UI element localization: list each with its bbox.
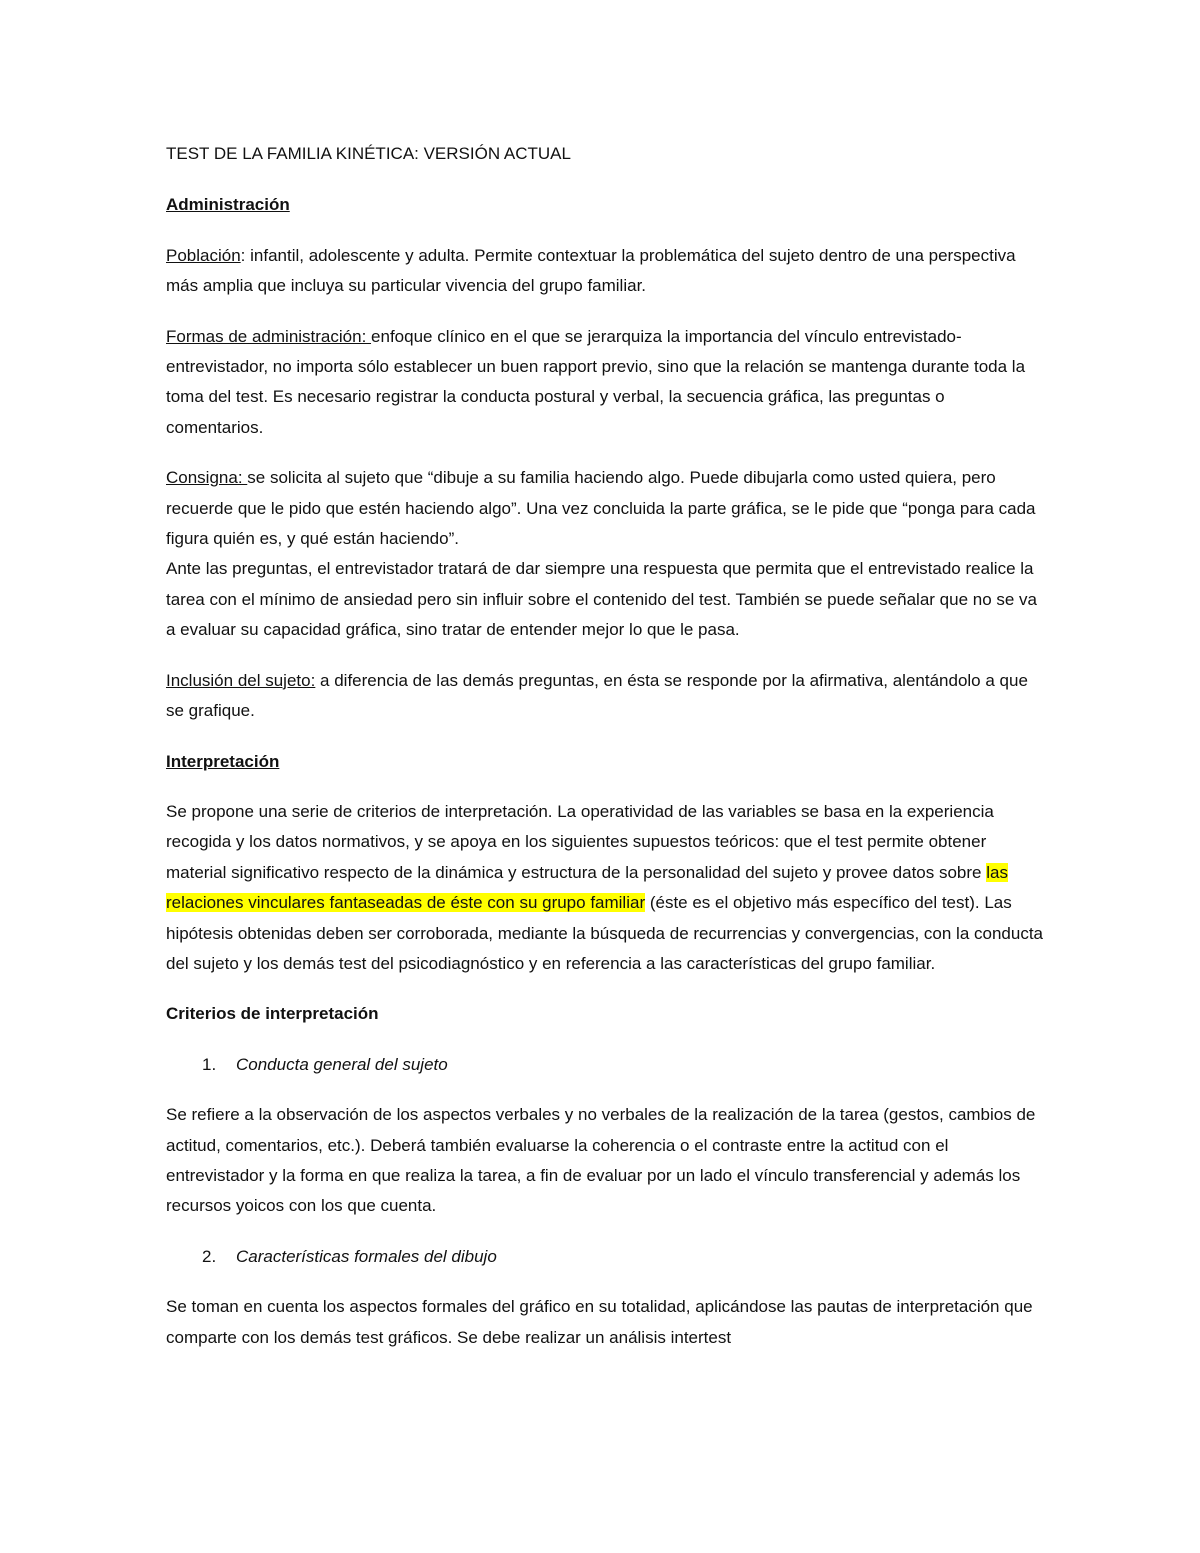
paragraph-interpretacion [166, 797, 1046, 979]
paragraph-item-1: Se refiere a la observación de los aspectos verbales y no verbales de la realización de la tarea (gestos, cambios de actitud, comentarios, etc.). Deberá también evaluarse la coherencia o el contraste entre la actitud con el entrevistador y la forma en que realiza la tarea, a fin de evaluar por un lado el vínculo transferencial y además los recursos yoicos con los que cuenta. [166, 1105, 1036, 1216]
item-title: Características formales del dibujo [236, 1246, 497, 1266]
paragraph-inclusion [166, 666, 1046, 727]
highlighted-text: las relaciones vinculares fantaseadas de éste con su grupo familiar [166, 862, 1008, 913]
paragraph-poblacion [166, 241, 1046, 302]
heading-administracion: Administración [166, 195, 290, 215]
heading-interpretacion: Interpretación [166, 751, 280, 771]
paragraph-consigna [166, 463, 1046, 554]
paragraph-item-2: Se toman en cuenta los aspectos formales del gráfico en su totalidad, aplicándose las pautas de interpretación que comparte con los demás test gráficos. Se debe realizar un análisis intertest [166, 1297, 1033, 1347]
label-formas: Formas de administración: [166, 326, 372, 346]
numbered-item-2 [166, 1242, 1046, 1272]
text-consigna: se solicita al sujeto que “dibuje a su familia haciendo algo. Puede dibujarla como usted quiera, pero recuerde que le pido que estén haciendo algo”. Una vez concluida la parte gráfica, se le pide que “ponga para cada figura quién es, y qué están haciendo”. [166, 468, 1036, 549]
item-number: 1. [202, 1054, 217, 1074]
label-poblacion: Población [166, 245, 241, 265]
heading-criterios: Criterios de interpretación [166, 1004, 379, 1024]
text-poblacion: : infantil, adolescente y adulta. Permite contextuar la problemática del sujeto dentro de una perspectiva más amplia que incluya su particular vivencia del grupo familiar. [166, 245, 1016, 296]
paragraph-formas [166, 322, 1046, 444]
text-inclusion: a diferencia de las demás preguntas, en ésta se responde por la afirmativa, alentándolo a que se grafique. [166, 670, 1028, 721]
paragraph-consigna-2: Ante las preguntas, el entrevistador tratará de dar siempre una respuesta que permita que el entrevistado realice la tarea con el mínimo de ansiedad pero sin influir sobre el contenido del test. También se puede señalar que no se va a evaluar su capacidad gráfica, sino tratar de entender mejor lo que le pasa. [166, 559, 1038, 640]
item-title: Conducta general del sujeto [236, 1054, 448, 1074]
item-number: 2. [202, 1246, 217, 1266]
document-title: TEST DE LA FAMILIA KINÉTICA: VERSIÓN ACTUAL [166, 144, 571, 163]
label-inclusion: Inclusión del sujeto: [166, 670, 316, 690]
numbered-item-1 [166, 1050, 1046, 1080]
document-body [166, 139, 1046, 1373]
label-consigna: Consigna: [166, 468, 248, 488]
text-formas: enfoque clínico en el que se jerarquiza la importancia del vínculo entrevistado-entrevistador, no importa sólo establecer un buen rapport previo, sino que la relación se mantenga durante toda la toma del test. Es necesario registrar la conducta postural y verbal, la secuencia gráfica, las preguntas o comentarios. [166, 326, 1026, 437]
text-interp-b: (éste es el objetivo más específico del test). Las hipótesis obtenidas deben ser corroborada, mediante la búsqueda de recurrencias y convergencias, con la conducta del sujeto y los demás test del psicodiagnóstico y en referencia a las características del grupo familiar. [166, 893, 1043, 973]
text-interp-a: Se propone una serie de criterios de interpretación. La operatividad de las variables se basa en la experiencia recogida y los datos normativos, y se apoya en los siguientes supuestos teóricos: que el test permite obtener material significativo respecto de la dinámica y estructura de la personalidad del sujeto y provee datos sobre [166, 801, 994, 882]
